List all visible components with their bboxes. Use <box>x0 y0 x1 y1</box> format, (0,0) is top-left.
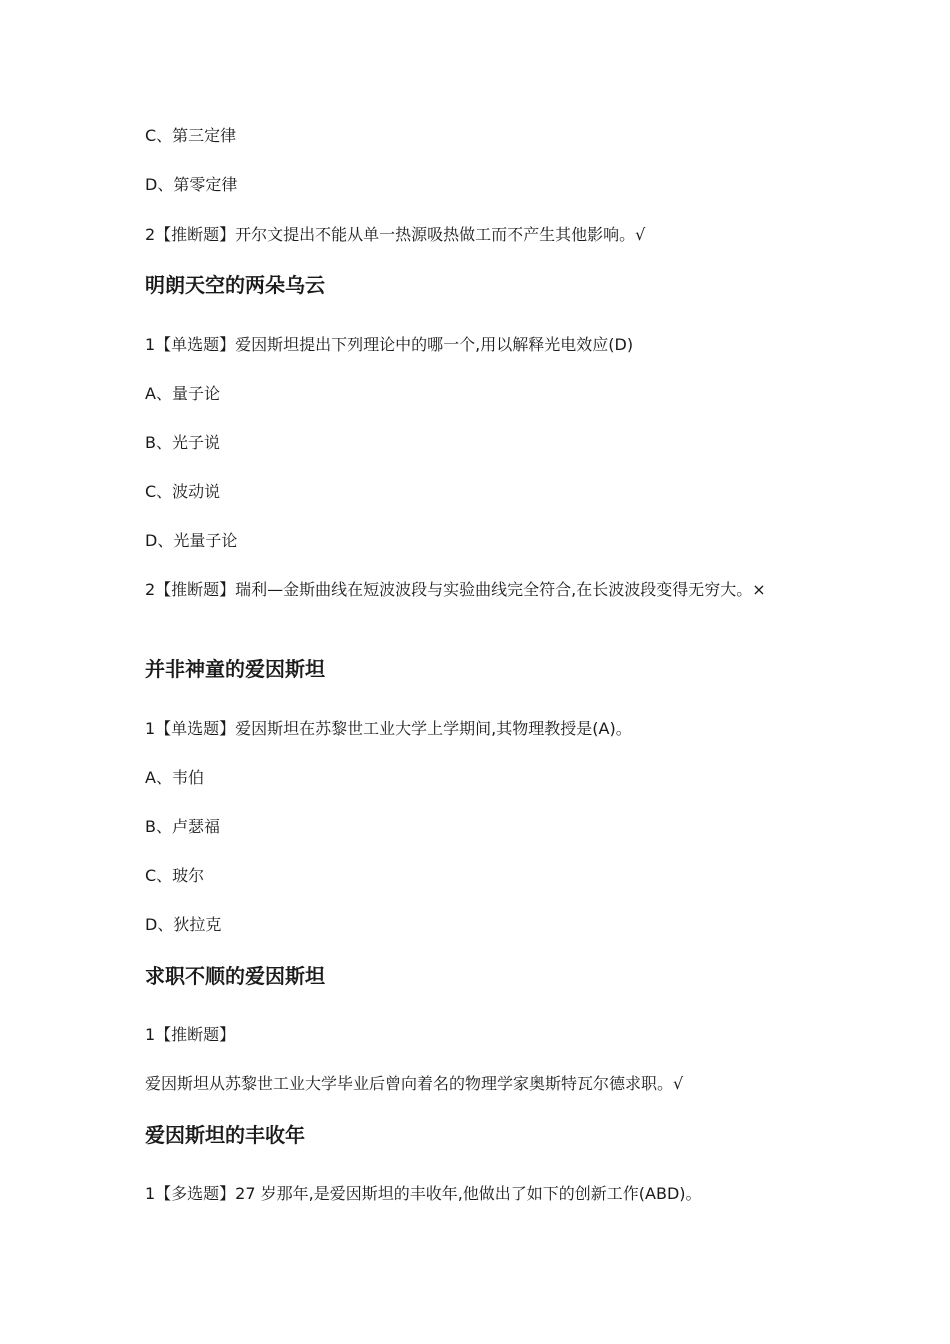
option-c-line: C、第三定律 <box>145 126 237 145</box>
judgment-question: 2【推断题】开尔文提出不能从单一热源吸热做工而不产生其他影响。√ <box>145 225 646 244</box>
option-a-line: A、韦伯 <box>145 768 204 787</box>
judgment-question-text: 爱因斯坦从苏黎世工业大学毕业后曾向着名的物理学家奥斯特瓦尔德求职。√ <box>145 1074 684 1093</box>
multiple-choice-question: 1【多选题】27 岁那年,是爱因斯坦的丰收年,他做出了如下的创新工作(ABD)。 <box>145 1184 702 1203</box>
option-c-line: C、波动说 <box>145 482 221 501</box>
option-d-line: D、狄拉克 <box>145 915 222 934</box>
option-d-line: D、第零定律 <box>145 175 238 194</box>
judgment-question-label: 1【推断题】 <box>145 1025 236 1044</box>
section-heading: 并非神童的爱因斯坦 <box>145 657 325 681</box>
option-a-line: A、量子论 <box>145 384 220 403</box>
option-b-line: B、光子说 <box>145 433 220 452</box>
option-c-line: C、玻尔 <box>145 866 205 885</box>
section-heading: 爱因斯坦的丰收年 <box>145 1123 305 1147</box>
single-choice-question: 1【单选题】爱因斯坦提出下列理论中的哪一个,用以解释光电效应(D) <box>145 335 634 354</box>
section-heading: 明朗天空的两朵乌云 <box>145 273 325 297</box>
option-b-line: B、卢瑟福 <box>145 817 220 836</box>
option-d-line: D、光量子论 <box>145 531 238 550</box>
section-heading: 求职不顺的爱因斯坦 <box>145 964 325 988</box>
judgment-question: 2【推断题】瑞利—金斯曲线在短波波段与实验曲线完全符合,在长波波段变得无穷大。× <box>145 580 766 599</box>
single-choice-question: 1【单选题】爱因斯坦在苏黎世工业大学上学期间,其物理教授是(A)。 <box>145 719 632 738</box>
